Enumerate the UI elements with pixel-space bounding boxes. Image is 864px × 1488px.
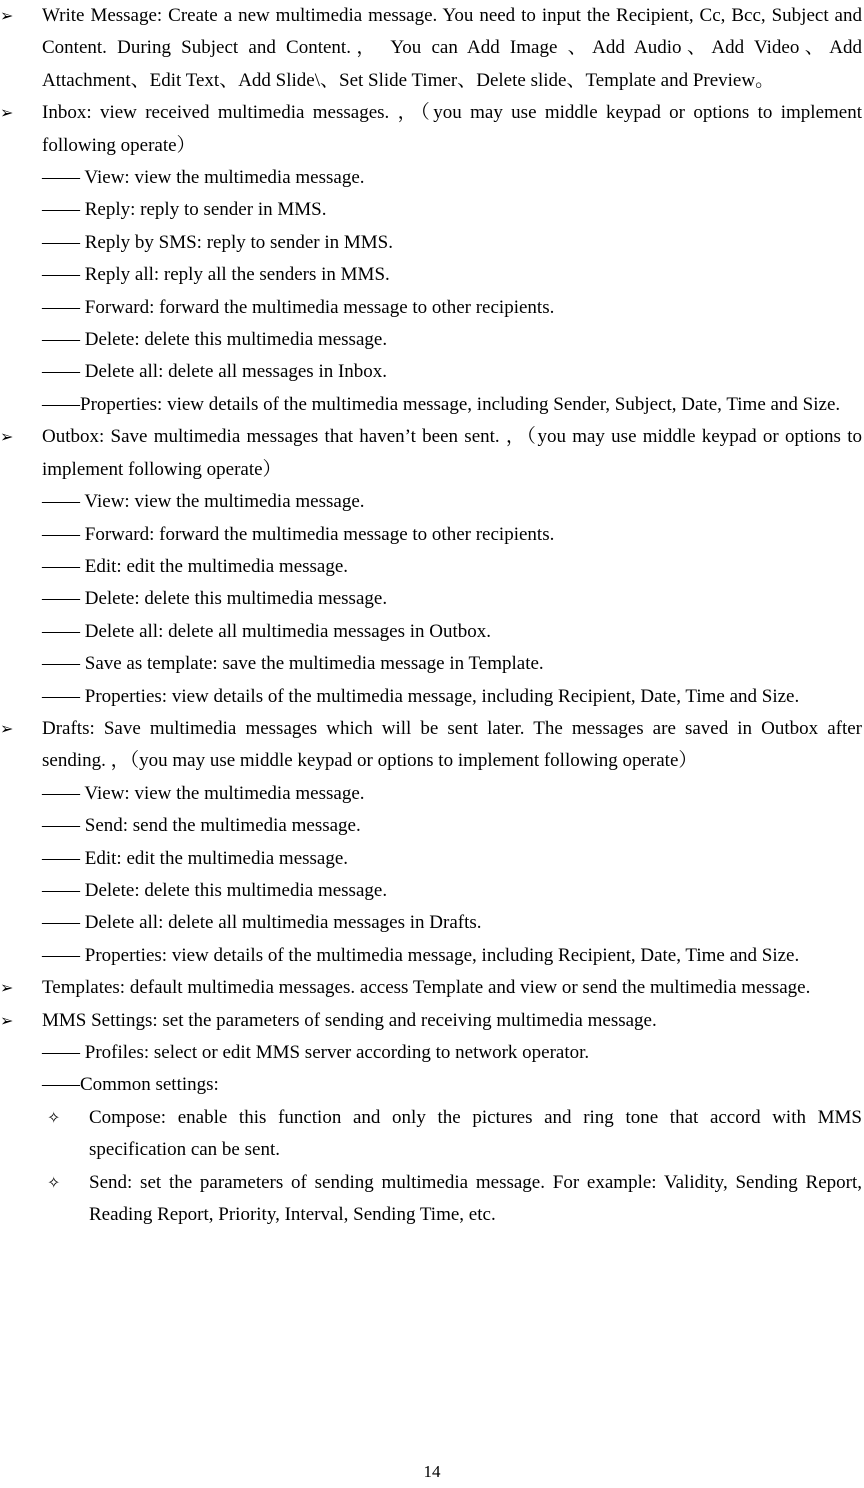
bullet-inbox: ➢ Inbox: view received multimedia messages. ，（you may use middle keypad or options to implement following operate） <box>42 97 862 162</box>
arrow-bullet-icon: ➢ <box>0 978 14 998</box>
diamond-bullet-icon: ✧ <box>47 1107 61 1127</box>
arrow-bullet-icon: ➢ <box>0 718 14 738</box>
arrow-bullet-icon: ➢ <box>0 427 14 447</box>
outbox-item-delete-all: —— Delete all: delete all multimedia messages in Outbox. <box>42 620 492 642</box>
outbox-item-properties: —— Properties: view details of the multimedia message, including Recipient, Date, Time and Size. <box>42 685 800 707</box>
outbox-item-edit: —— Edit: edit the multimedia message. <box>42 555 349 577</box>
drafts-item-edit: —— Edit: edit the multimedia message. <box>42 847 349 869</box>
bullet-drafts: ➢ Drafts: Save multimedia messages which will be sent later. The messages are saved in Outbox after sending. ，（you may use middle keypad or options to implement following operate） <box>42 713 862 778</box>
bullet-write-message: ➢ Write Message: Create a new multimedia message. You need to input the Recipient, Cc, Bcc, Subject and Content. During Subject and Content.， You can Add Image 、Add Audio、Add Video、Add Attachment、Edit Text、Add Slide\、Set Slide Timer、Delete slide、Template and Preview。 <box>42 0 862 97</box>
drafts-item-view: —— View: view the multimedia message. <box>42 782 365 804</box>
outbox-item-forward: —— Forward: forward the multimedia message to other recipients. <box>42 523 555 545</box>
settings-subitem-send: ✧ Send: set the parameters of sending multimedia message. For example: Validity, Sending Report, Reading Report, Priority, Interval, Sending Time, etc. <box>89 1167 862 1232</box>
drafts-item-delete-all: —— Delete all: delete all multimedia messages in Drafts. <box>42 912 482 934</box>
drafts-item-delete: —— Delete: delete this multimedia message. <box>42 879 388 901</box>
outbox-item-save-template: —— Save as template: save the multimedia message in Template. <box>42 653 544 675</box>
inbox-item-forward: —— Forward: forward the multimedia message to other recipients. <box>42 296 555 318</box>
bullet-mms-settings: ➢ MMS Settings: set the parameters of sending and receiving multimedia message. <box>42 1005 862 1037</box>
inbox-item-delete-all: —— Delete all: delete all messages in Inbox. <box>42 361 388 383</box>
settings-item-profiles: —— Profiles: select or edit MMS server according to network operator. <box>42 1042 590 1063</box>
arrow-bullet-icon: ➢ <box>0 6 14 25</box>
settings-item-common: ——Common settings: <box>42 1074 219 1096</box>
inbox-item-view: —— View: view the multimedia message. <box>42 167 365 189</box>
inbox-item-reply-sms: —— Reply by SMS: reply to sender in MMS. <box>42 231 393 253</box>
outbox-item-delete: —— Delete: delete this multimedia message. <box>42 588 388 610</box>
inbox-item-reply-all: —— Reply all: reply all the senders in MMS. <box>42 264 390 286</box>
settings-subitem-compose: ✧ Compose: enable this function and only the pictures and ring tone that accord with MMS specification can be sent. <box>89 1102 862 1167</box>
drafts-item-send: —— Send: send the multimedia message. <box>42 815 361 837</box>
outbox-item-view: —— View: view the multimedia message. <box>42 491 365 513</box>
drafts-item-properties: —— Properties: view details of the multimedia message, including Recipient, Date, Time and Size. <box>42 944 800 966</box>
arrow-bullet-icon: ➢ <box>0 103 14 123</box>
inbox-item-delete: —— Delete: delete this multimedia message. <box>42 329 388 351</box>
bullet-outbox: ➢ Outbox: Save multimedia messages that haven’t been sent. ，（you may use middle keypad or options to implement following operate） <box>42 421 862 486</box>
inbox-item-reply: —— Reply: reply to sender in MMS. <box>42 199 327 221</box>
inbox-item-properties: ——Properties: view details of the multimedia message, including Sender, Subject, Date, Time and Size. <box>42 393 841 415</box>
bullet-templates: ➢ Templates: default multimedia messages. access Template and view or send the multimedia message. <box>42 972 862 1004</box>
page-number: 14 <box>423 1462 441 1481</box>
diamond-bullet-icon: ✧ <box>47 1172 61 1192</box>
arrow-bullet-icon: ➢ <box>0 1010 14 1030</box>
